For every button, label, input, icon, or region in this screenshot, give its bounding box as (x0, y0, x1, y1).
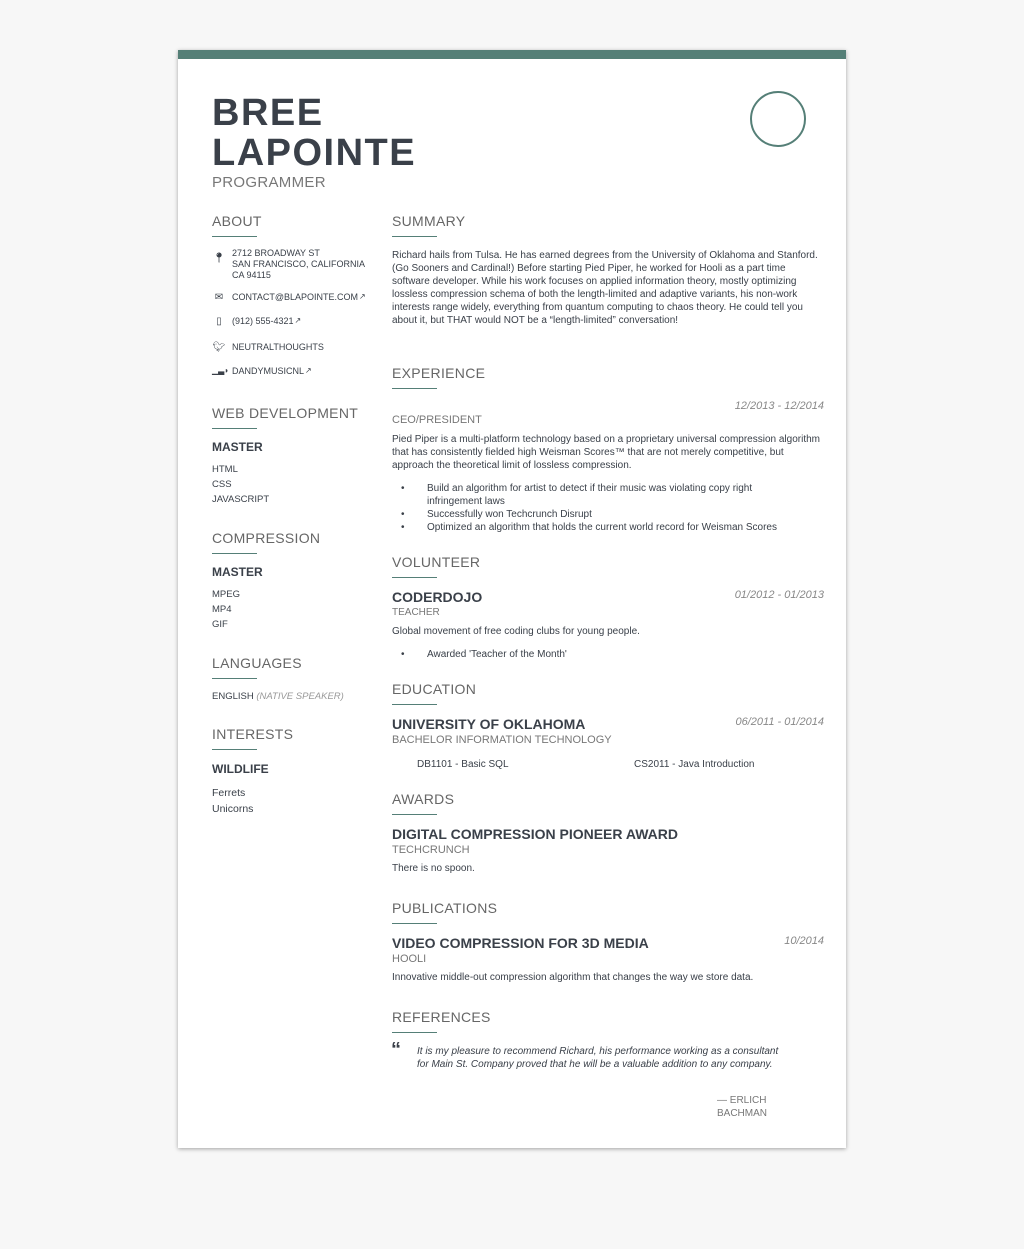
languages-heading: LANGUAGES (212, 655, 302, 679)
address (212, 248, 365, 281)
keyword: GIF (212, 619, 228, 630)
skill-level: MASTER (212, 440, 263, 454)
about-heading: ABOUT (212, 213, 262, 237)
email-link[interactable] (212, 292, 366, 303)
reference-author (717, 1094, 767, 1120)
first-name: BREE (212, 92, 324, 134)
volunteer-highlights (392, 648, 802, 661)
keyword: Unicorns (212, 803, 254, 815)
publication-summary: Innovative middle-out compression algorithm that changes the way we store data. (392, 972, 754, 983)
interest-category: WILDLIFE (212, 762, 269, 776)
award-title: DIGITAL COMPRESSION PIONEER AWARD (392, 826, 678, 842)
author-line: — ERLICH (717, 1095, 767, 1106)
skill-keywords (212, 587, 240, 632)
candidate-name (212, 93, 416, 173)
soundcloud-link[interactable] (212, 366, 312, 377)
publications-heading: PUBLICATIONS (392, 900, 497, 924)
volunteer-position: TEACHER (392, 607, 440, 618)
language-name: ENGLISH (212, 691, 254, 702)
mobile-phone-icon: ▯ (216, 316, 222, 327)
course: DB1101 - Basic SQL (417, 759, 509, 770)
keyword: MP4 (212, 604, 232, 615)
language-item (212, 691, 344, 702)
candidate-role: PROGRAMMER (212, 174, 326, 191)
references-heading: REFERENCES (392, 1009, 491, 1033)
experience-position: CEO/PRESIDENT (392, 414, 482, 426)
language-level: (NATIVE SPEAKER) (256, 691, 344, 702)
twitter-text[interactable]: NEUTRALTHOUGHTS (232, 342, 324, 352)
experience-heading: EXPERIENCE (392, 365, 485, 389)
keyword: MPEG (212, 589, 240, 600)
profile-photo (750, 91, 806, 147)
volunteer-org: CODERDOJO (392, 589, 483, 605)
external-link-icon: ↗ (358, 292, 366, 301)
experience-date: 12/2013 - 12/2014 (734, 400, 824, 412)
publication-title: VIDEO COMPRESSION FOR 3D MEDIA (392, 935, 649, 951)
soundcloud-text[interactable]: DANDYMUSICNL (232, 366, 305, 376)
highlight: • Optimized an algorithm that holds the current world record for Weisman Scores (392, 521, 802, 534)
email-text[interactable]: CONTACT@BLAPOINTE.COM (232, 292, 358, 302)
author-line: BACHMAN (717, 1108, 768, 1119)
address-line: CA 94115 (232, 270, 271, 280)
twitter-handle[interactable] (212, 342, 324, 353)
highlight: • Awarded 'Teacher of the Month' (392, 648, 802, 661)
volunteer-date: 01/2012 - 01/2013 (734, 589, 824, 601)
highlight: • Build an algorithm for artist to detect if their music was violating copy right infringement laws (392, 482, 802, 508)
keyword: Ferrets (212, 787, 246, 799)
skill-level: MASTER (212, 565, 263, 579)
education-degree: BACHELOR INFORMATION TECHNOLOGY (392, 734, 612, 746)
education-heading: EDUCATION (392, 681, 476, 705)
external-link-icon: ↗ (294, 316, 302, 325)
education-school: UNIVERSITY OF OKLAHOMA (392, 716, 586, 732)
quote-icon: “ (391, 1039, 401, 1061)
course: CS2011 - Java Introduction (634, 759, 755, 770)
skill-keywords (212, 462, 269, 507)
summary-heading: SUMMARY (392, 213, 465, 237)
external-link-icon: ↗ (305, 366, 312, 375)
volunteer-description: Global movement of free coding clubs for young people. (392, 626, 640, 637)
publication-date: 10/2014 (784, 935, 824, 947)
skill-heading: COMPRESSION (212, 530, 320, 554)
map-pin-icon: 📍︎ (212, 253, 226, 264)
highlight: • Successfully won Techcrunch Disrupt (392, 508, 802, 521)
skill-heading: WEB DEVELOPMENT (212, 405, 358, 429)
experience-description: Pied Piper is a multi-platform technology based on a proprietary universal compression algorithm that has consistently fielded high Weisman Scores™ that are not merely competitive, but approach the theoretical limit of lossless compression. (392, 434, 820, 471)
interests-heading: INTERESTS (212, 726, 293, 750)
phone-text[interactable]: (912) 555-4321 (232, 316, 294, 326)
envelope-icon: ✉ (214, 292, 224, 303)
reference-quote: It is my pleasure to recommend Richard, his performance working as a consultant for Main St. Company proved that he will be a valuable addition to any company. (417, 1046, 779, 1070)
keyword: CSS (212, 479, 232, 490)
summary-text: Richard hails from Tulsa. He has earned degrees from the University of Oklahoma and Stanford. (Go Sooners and Cardinal!) Before starting Pied Piper, he worked for Hooli as a part time software developer. While his work focuses on applied information theory, mostly optimizing lossless compression schema of both the length-limited and adaptive variants, his non-work interests range widely, everything from quantum computing to chaos theory. He could tell you about it, but THAT would NOT be a “length-limited” conversation! (392, 250, 818, 326)
soundcloud-icon: ▁▃◗ (212, 366, 230, 375)
keyword: HTML (212, 464, 238, 475)
keyword: JAVASCRIPT (212, 494, 270, 505)
experience-highlights (392, 482, 802, 534)
publication-publisher: HOOLI (392, 953, 427, 965)
interest-keywords (212, 785, 253, 817)
address-line: SAN FRANCISCO, CALIFORNIA (232, 259, 366, 269)
phone-link[interactable] (212, 316, 301, 327)
education-date: 06/2011 - 01/2014 (735, 716, 824, 728)
awards-heading: AWARDS (392, 791, 454, 815)
resume-page (178, 50, 846, 1148)
accent-bar (178, 50, 846, 59)
last-name: LAPOINTE (212, 132, 417, 174)
address-line: 2712 BROADWAY ST (232, 248, 320, 258)
award-summary: There is no spoon. (392, 863, 475, 874)
volunteer-heading: VOLUNTEER (392, 554, 480, 578)
award-awarder: TECHCRUNCH (392, 844, 470, 856)
twitter-icon: 🐦︎ (212, 342, 226, 353)
